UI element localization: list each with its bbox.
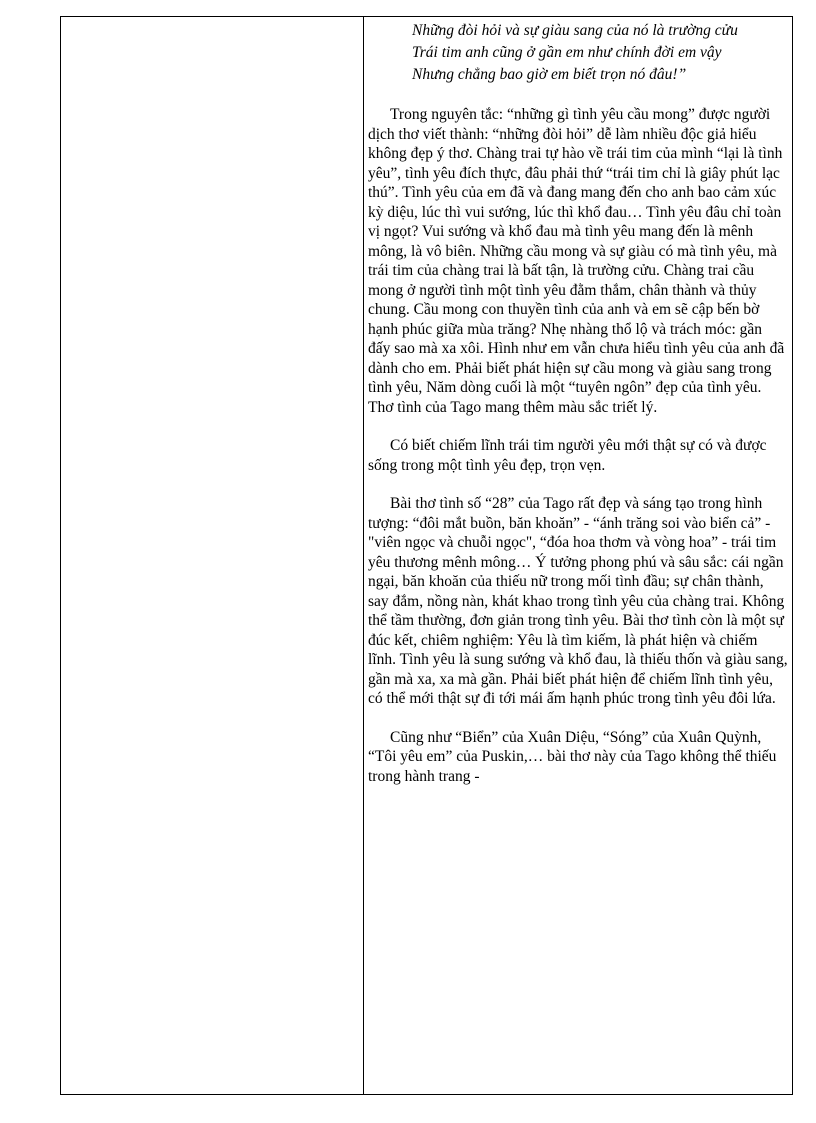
column-divider [363, 16, 364, 1095]
poem-line: Trái tim anh cũng ở gần em như chính đời em vậy [412, 44, 722, 61]
paragraph: Cũng như “Biển” của Xuân Diệu, “Sóng” của Xuân Quỳnh, “Tôi yêu em” của Puskin,… bài thơ này của Tago không thể thiếu trong hành trang - [368, 728, 777, 785]
paragraph: Trong nguyên tắc: “những gì tình yêu cầu mong” được người dịch thơ viết thành: “những đòi hỏi” dễ làm nhiều độc giả hiểu không đẹp ý thơ. Chàng trai tự hào về trái tim của mình “lại là tình yêu”, tình yêu đích thực, đâu phải thứ “trái tim chỉ là giây phút lạc thú”. Tình yêu của em đã và đang mang đến cho anh bao cảm xúc kỳ diệu, lúc thì vui sướng, lúc thì khổ đau… Tình yêu đâu chỉ toàn vị ngọt? Vui sướng và khổ đau mà tình yêu mang đến là mênh mông, là vô biên. Những cầu mong và sự giàu có mà tình yêu, mà trái tim của chàng trai là bất tận, là trường cửu. Chàng trai cầu mong ở người tình một tình yêu đằm thắm, chân thành và thủy chung. Cầu mong con thuyền tình của anh và em sẽ cập bến bờ hạnh phúc giữa mùa trăng? Nhẹ nhàng thổ lộ và trách móc: gần đấy sao mà xa xôi. Hình như em vẫn chưa hiểu tình yêu của anh đã dành cho em. Phải biết phát hiện sự cầu mong và giàu sang trong tình yêu, Năm dòng cuối là một “tuyên ngôn” đẹp của tình yêu. Thơ tình của Tago mang thêm màu sắc triết lý. [368, 106, 785, 416]
paragraph: Bài thơ tình số “28” của Tago rất đẹp và sáng tạo trong hình tượng: “đôi mắt buồn, băn khoăn” - “ánh trăng soi vào biển cả” - "viên ngọc và chuỗi ngọc", “đóa hoa thơm và vòng hoa” - trái tim yêu thương mênh mông… Ý tưởng phong phú và sâu sắc: cái ngần ngại, băn khoăn của thiếu nữ trong mối tình đầu; sự chân thành, say đắm, nồng nàn, khát khao trong tình yêu của chàng trai. Không thể tầm thường, đơn giản trong tình yêu. Bài thơ tình còn là một sự đúc kết, chiêm nghiệm: Yêu là tìm kiếm, là phát hiện và chiếm lĩnh. Tình yêu là sung sướng và khổ đau, là thiếu thốn và giàu sang, gần mà xa, xa mà gần. Phải biết phát hiện để chiếm lĩnh tình yêu, có thể mới thật sự đi tới mái ấm hạnh phúc trong tình yêu đôi lứa. [368, 495, 788, 707]
poem-line: Nhưng chẳng bao giờ em biết trọn nó đâu!” [412, 66, 687, 83]
paragraph: Có biết chiếm lĩnh trái tim người yêu mới thật sự có và được sống trong một tình yêu đẹp, trọn vẹn. [368, 437, 767, 474]
poem-line: Những đòi hỏi và sự giàu sang của nó là trường cửu [412, 22, 738, 39]
right-cell [368, 20, 788, 786]
